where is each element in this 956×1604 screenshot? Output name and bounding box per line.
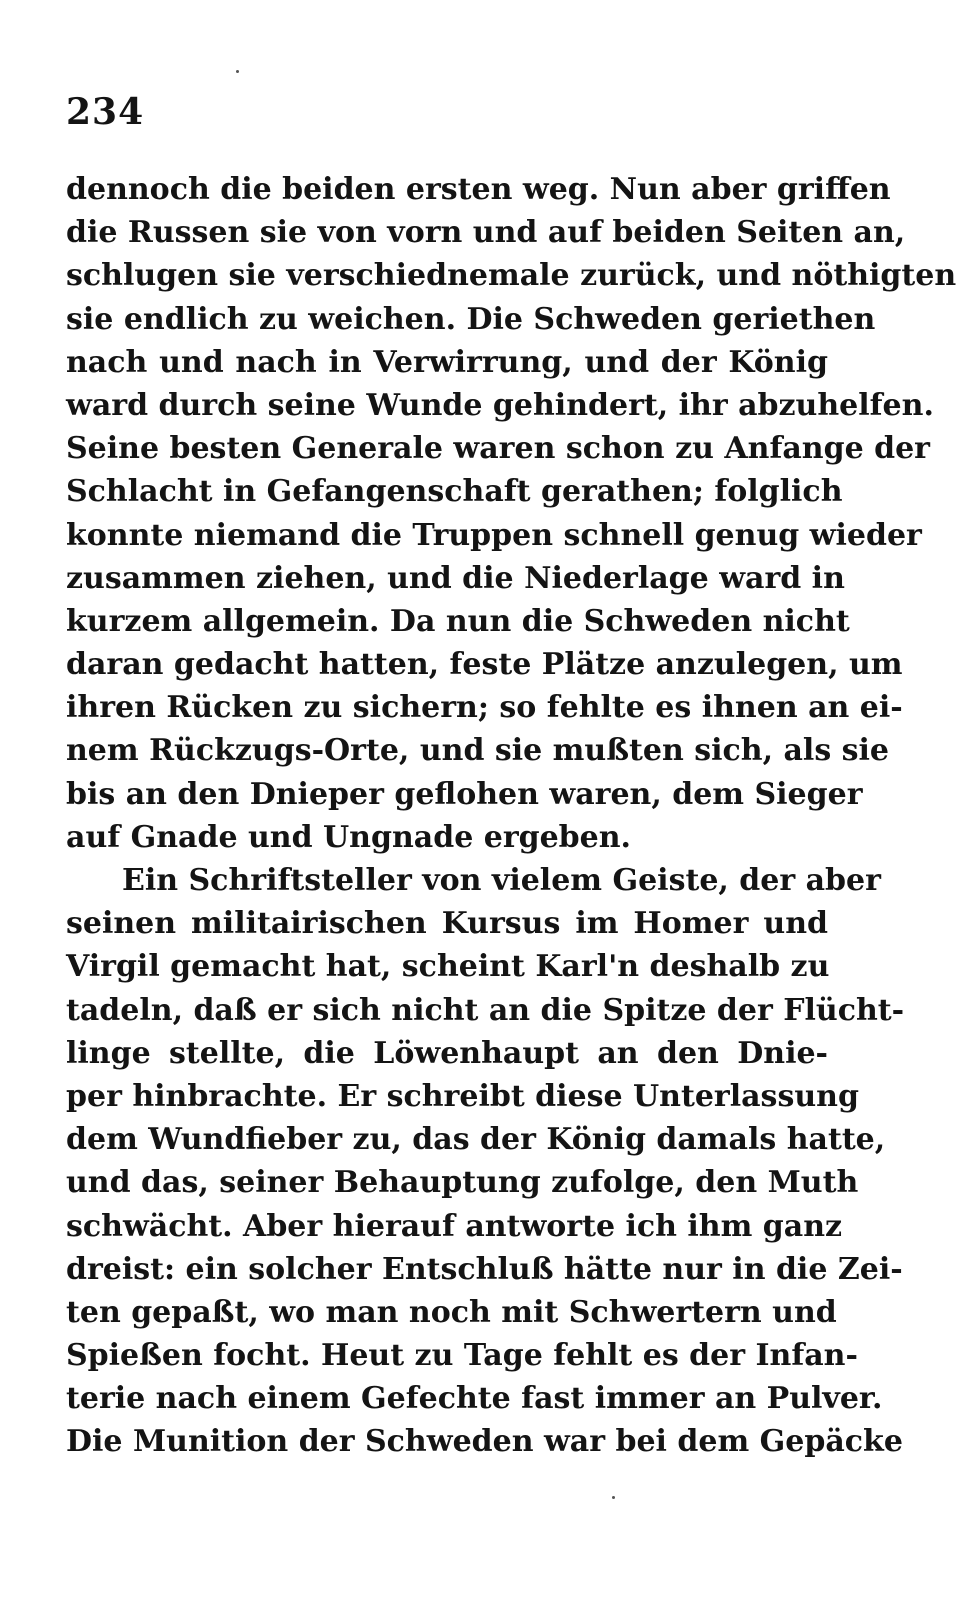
text-line: daran gedacht hatten, feste Plätze anzulegen, um [66,647,903,683]
text-line: bis an den Dnieper geflohen waren, dem Sieger [66,776,863,812]
text-line: sie endlich zu weichen. Die Schweden geriethen [66,301,876,337]
paragraph [66,859,905,1464]
text-line: die Russen sie von vorn und auf beiden Seiten an, [66,215,906,251]
text-line: Ein Schriftsteller von vielem Geiste, der aber [122,863,881,898]
text-line: Schlacht in Gefangenschaft gerathen; folglich [66,474,843,510]
text-line: per hinbrachte. Er schreibt diese Unterlassung [66,1078,859,1114]
text-line: tadeln, daß er sich nicht an die Spitze der Flücht- [66,992,905,1028]
text-line: ten gepaßt, wo man noch mit Schwertern und [66,1294,837,1330]
text-line: kurzem allgemein. Da nun die Schweden nicht [66,603,850,639]
text-line: terie nach einem Gefechte fast immer an Pulver. [66,1381,883,1417]
text-line: schwächt. Aber hierauf antworte ich ihm ganz [66,1208,843,1244]
text-line: ward durch seine Wunde gehindert, ihr abzuhelfen. [66,387,934,423]
text-line: seinen militairischen Kursus im Homer und [66,906,828,942]
text-line: zusammen ziehen, und die Niederlage ward in [66,560,845,596]
text-line: Virgil gemacht hat, scheint Karl'n deshalb zu [66,949,830,985]
text-line: nem Rückzugs-Orte, und sie mußten sich, als sie [66,733,890,769]
text-line: Die Munition der Schweden war bei dem Gepäcke [66,1424,903,1460]
body-text [66,168,956,1464]
text-line: schlugen sie verschiednemale zurück, und nöthigten [66,258,956,294]
text-line: ihren Rücken zu sichern; so fehlte es ihnen an ei- [66,690,903,726]
text-line: linge stellte, die Löwenhaupt an den Dnie- [66,1035,828,1071]
text-line: dem Wundfieber zu, das der König damals hatte, [66,1122,886,1158]
page-number: 234 [66,91,145,133]
paper-speck [612,1496,615,1499]
paper-speck [236,70,239,73]
text-line: nach und nach in Verwirrung, und der König [66,344,828,380]
paragraph [66,168,956,859]
text-line: dreist: ein solcher Entschluß hätte nur in die Zei- [66,1251,903,1287]
text-line: und das, seiner Behauptung zufolge, den Muth [66,1165,859,1201]
text-line: konnte niemand die Truppen schnell genug wieder [66,517,922,553]
text-line: Spießen focht. Heut zu Tage fehlt es der Infan- [66,1338,858,1374]
text-line: auf Gnade und Ungnade ergeben. [66,819,632,855]
text-line: Seine besten Generale waren schon zu Anfange der [66,431,930,467]
text-line: dennoch die beiden ersten weg. Nun aber griffen [66,172,891,207]
